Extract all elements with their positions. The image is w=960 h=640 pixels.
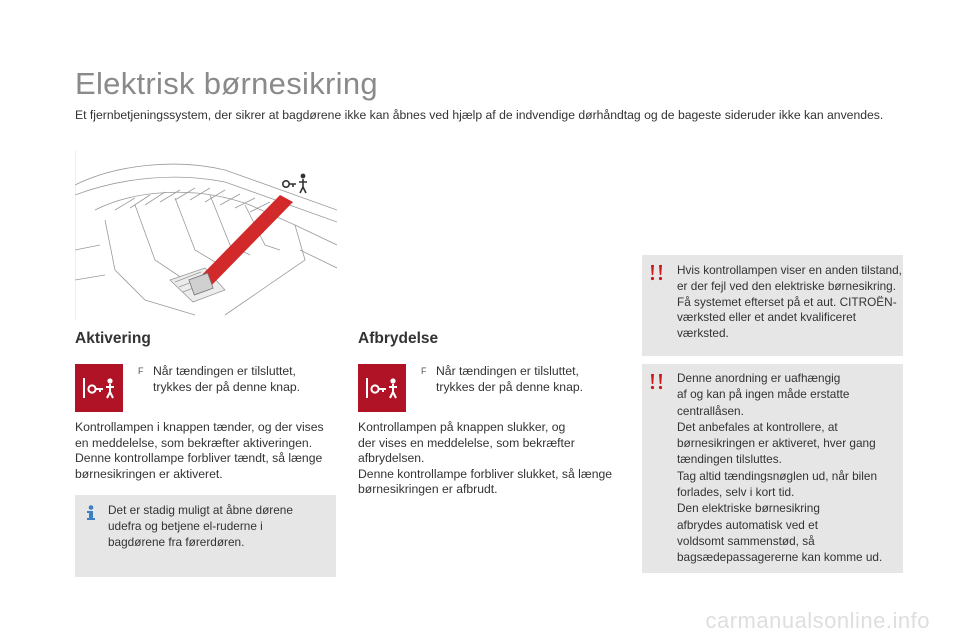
activation-instruction: [138, 364, 301, 395]
deactivation-paragraph-line: der vises en meddelelse, som bekræfter: [358, 435, 575, 450]
warning-line: Det anbefales at kontrollere, at: [677, 419, 838, 434]
warning-line: børnesikringen er aktiveret, hver gang: [677, 436, 876, 451]
activation-info-line: Det er stadig muligt at åbne dørene: [108, 503, 293, 517]
activation-paragraph: [75, 420, 324, 482]
bullet-icon: F: [421, 366, 427, 376]
deactivation-paragraph-line: Kontrollampen på knappen slukker, og: [358, 420, 566, 434]
deactivation-paragraph-line: Denne kontrollampe forbliver slukket, så længe: [358, 466, 613, 481]
warning-icon: [648, 373, 666, 391]
activation-info-text: [108, 503, 293, 550]
activation-paragraph-line: Kontrollampen i knappen tænder, og der vises: [75, 420, 324, 434]
warning-line: Tag altid tændingsnøglen ud, når bilen: [677, 468, 878, 483]
warning-line: af og kan på ingen måde erstatte: [677, 387, 850, 402]
activation-info-line: udefra og betjene el-ruderne i: [108, 518, 263, 533]
warning-line: voldsomt sammenstød, så: [677, 533, 815, 548]
activation-info-line: bagdørene fra førerdøren.: [108, 534, 245, 549]
warning-line: Hvis kontrollampen viser en anden tilstand,: [677, 263, 902, 277]
deactivation-instruction-line: Når tændingen er tilsluttet,: [436, 364, 579, 378]
warning-icon: [648, 264, 666, 282]
activation-instruction-line: Når tændingen er tilsluttet,: [153, 364, 296, 378]
warning-text-1: [677, 263, 902, 342]
warning-line: centrallåsen.: [677, 403, 744, 418]
warning-line: værksted eller et andet kvalificeret: [677, 310, 856, 325]
warning-line: bagsædepassagererne kan komme ud.: [677, 550, 883, 565]
activation-paragraph-line: Denne kontrollampe forbliver tændt, så længe: [75, 451, 323, 465]
warning-line: Denne anordning er uafhængig: [677, 371, 841, 385]
deactivation-paragraph-line: børnesikringen er afbrudt.: [358, 482, 498, 496]
warning-line: forlades, selv i kort tid.: [677, 485, 795, 500]
child-lock-button-icon: [75, 364, 123, 412]
activation-instruction-line: trykkes der på denne knap.: [153, 379, 301, 394]
bullet-icon: F: [138, 366, 144, 376]
child-lock-button-icon: [358, 364, 406, 412]
warning-line: afbrydes automatisk ved et: [677, 517, 818, 532]
intro-text: Et fjernbetjeningssystem, der sikrer at bagdørene ikke kan åbnes ved hjælp af de indvendige dørhåndtag og de bageste sideruder ikke kan anvendes.: [75, 108, 884, 122]
deactivation-instruction: [421, 364, 584, 395]
deactivation-paragraph: [358, 420, 612, 498]
page-title: Elektrisk børnesikring: [75, 66, 378, 101]
info-icon: [84, 505, 98, 521]
deactivation-instruction-line: trykkes der på denne knap.: [436, 379, 584, 394]
watermark: carmanualsonline.info: [705, 608, 930, 633]
warning-line: Få systemet efterset på et aut. CITROËN-: [677, 294, 897, 309]
warning-text-2: [677, 370, 882, 566]
door-panel-illustration: [75, 150, 337, 320]
deactivation-paragraph-line: afbrydelsen.: [358, 451, 425, 465]
activation-paragraph-line: en meddelelse, som bekræfter aktiveringen.: [75, 435, 313, 450]
activation-paragraph-line: børnesikringen er aktiveret.: [75, 466, 223, 481]
activation-heading: Aktivering: [75, 330, 151, 347]
warning-line: er der fejl ved den elektriske børnesikring.: [677, 278, 896, 293]
warning-line: Den elektriske børnesikring: [677, 501, 820, 516]
warning-line: tændingen tilsluttes.: [677, 452, 782, 467]
warning-line: værksted.: [677, 326, 729, 341]
deactivation-heading: Afbrydelse: [358, 330, 439, 347]
